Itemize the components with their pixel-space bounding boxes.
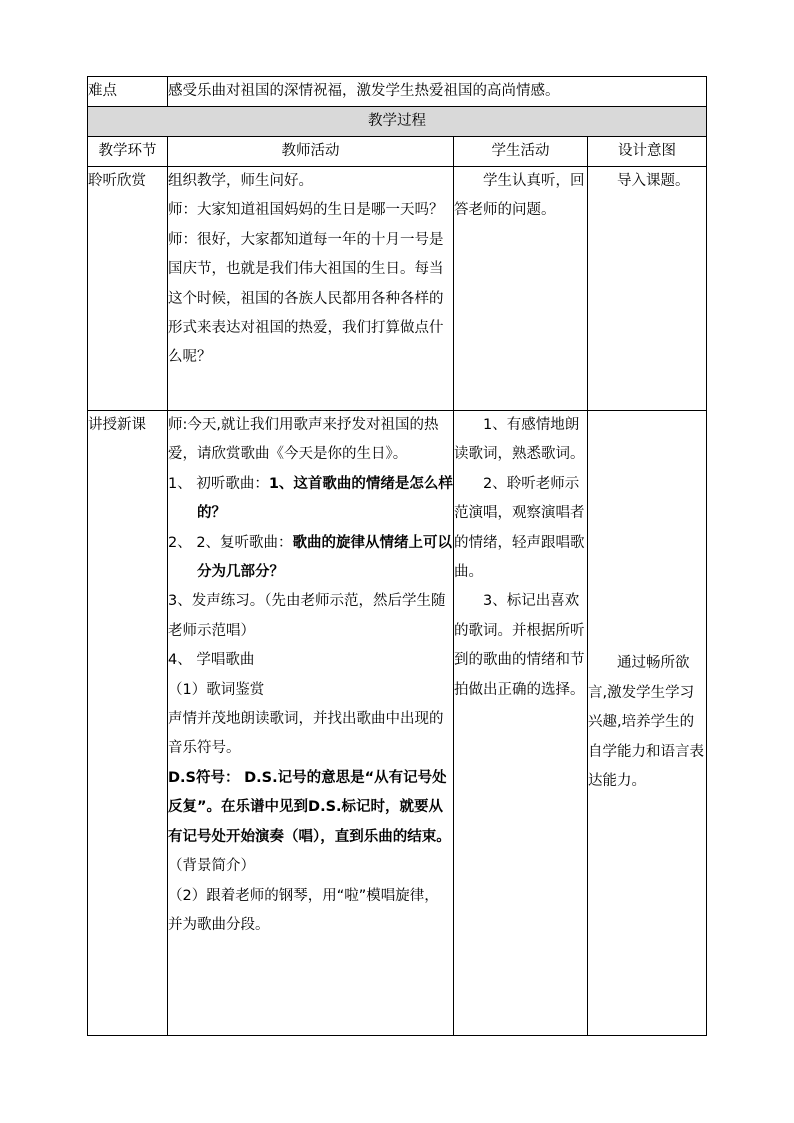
difficulty-label: 难点 bbox=[88, 77, 168, 107]
column-header-row bbox=[88, 137, 707, 167]
step-4: 4、 学唱歌曲 bbox=[168, 652, 255, 669]
ds-prefix: D.S符号： bbox=[168, 769, 240, 786]
sub-step-1-text: 声情并茂地朗读歌词，并找出歌曲中出现的音乐符号。 bbox=[168, 711, 444, 757]
step-2 bbox=[168, 529, 453, 588]
teacher-activity-listening bbox=[168, 167, 454, 411]
teacher-line: 组织教学，师生问好。 bbox=[168, 173, 313, 189]
process-title: 教学过程 bbox=[88, 107, 707, 137]
teacher-activity-new-lesson bbox=[168, 411, 454, 1036]
teacher-intro: 师:今天,就让我们用歌声来抒发对祖国的热爱，请欣赏歌曲《今天是你的生日》。 bbox=[168, 417, 439, 463]
student-line: 3、标记出喜欢的歌词。并根据所听到的歌曲的情绪和节拍做出正确的选择。 bbox=[454, 593, 585, 698]
process-title-row bbox=[88, 107, 707, 137]
intent-line: 通过畅所欲言,激发学生学习兴趣,培养学生的自学能力和语言表达能力。 bbox=[588, 655, 704, 790]
step-1-question: 1、这首歌曲的情绪是怎么样的？ bbox=[197, 475, 453, 522]
background-note: （背景简介） bbox=[168, 858, 255, 875]
column-header-stage: 教学环节 bbox=[88, 137, 168, 167]
stage-new-lesson: 讲授新课 bbox=[88, 411, 168, 1036]
intent-listening bbox=[588, 167, 707, 411]
difficulty-row bbox=[88, 77, 707, 107]
column-header-intent: 设计意图 bbox=[588, 137, 707, 167]
ds-text: D.S.记号的意思是“从有记号处反复”。在乐谱中见到D.S.标记时，就要从有记号处开始演奏（唱），直到乐曲的结束。 bbox=[168, 769, 451, 845]
student-line: 1、有感情地朗读歌词，熟悉歌词。 bbox=[454, 417, 585, 463]
teacher-line: 师：大家知道祖国妈妈的生日是哪一天吗？ bbox=[168, 202, 444, 219]
step-3: 3、发声练习。（先由老师示范，然后学生随老师示范唱） bbox=[168, 593, 446, 639]
column-header-student: 学生活动 bbox=[454, 137, 588, 167]
sub-step-1: （1）歌词鉴赏 bbox=[168, 681, 265, 698]
table-row-listening bbox=[88, 167, 707, 411]
teacher-line: 师：很好，大家都知道每一年的十月一号是国庆节，也就是我们伟大祖国的生日。每当这个时候，祖国的各族人民都用各种各样的形式来表达对祖国的热爱，我们打算做点什么呢？ bbox=[168, 231, 444, 366]
difficulty-text: 感受乐曲对祖国的深情祝福，激发学生热爱祖国的高尚情感。 bbox=[168, 77, 707, 107]
step-1 bbox=[168, 470, 453, 529]
lesson-plan-table bbox=[87, 76, 707, 1036]
ds-explanation bbox=[168, 764, 453, 852]
table-row-new-lesson bbox=[88, 411, 707, 1036]
sub-step-2: （2）跟着老师的钢琴，用“啦”模唱旋律，并为歌曲分段。 bbox=[168, 887, 439, 933]
student-activity-listening bbox=[454, 167, 588, 411]
student-line: 学生认真听，回答老师的问题。 bbox=[454, 173, 585, 219]
student-line: 2、聆听老师示范演唱，观察演唱者的情绪，轻声跟唱歌曲。 bbox=[454, 475, 585, 581]
step-2-prefix: 2、 2、复听歌曲： bbox=[168, 534, 293, 551]
step-1-prefix: 1、 初听歌曲： bbox=[168, 475, 269, 492]
column-header-teacher: 教师活动 bbox=[168, 137, 454, 167]
student-activity-new-lesson bbox=[454, 411, 588, 1036]
intent-new-lesson bbox=[588, 411, 707, 1036]
step-2-question: 歌曲的旋律从情绪上可以分为几部分？ bbox=[197, 534, 453, 581]
stage-listening: 聆听欣赏 bbox=[88, 167, 168, 411]
intent-line: 导入课题。 bbox=[617, 173, 690, 189]
